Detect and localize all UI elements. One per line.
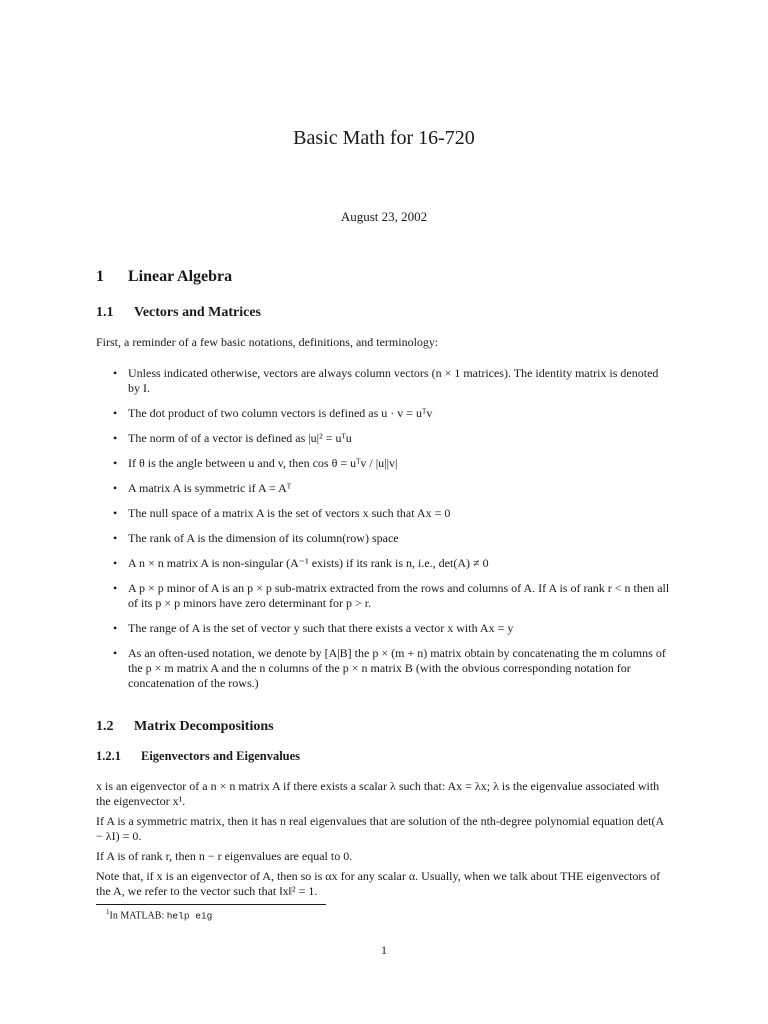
subsection-heading-matrix-decompositions — [96, 719, 274, 735]
footnote-mark: 1 — [106, 908, 110, 916]
section-title: Linear Algebra — [128, 268, 233, 285]
subsubsection-heading-eigen — [96, 749, 300, 764]
footnote-rule — [96, 904, 326, 905]
list-item: • A n × n matrix A is non-singular (A⁻¹ exists) if its rank is n, i.e., det(A) ≠ 0 — [96, 556, 672, 571]
list-item: • As an often-used notation, we denote by [A|B] the p × (m + n) matrix obtain by concatenating the m columns of the p × m matrix A and the n columns of the p × n matrix B (with the obvious corresponding notation for concatenation of the rows.) — [96, 646, 672, 691]
subsection-number: 1.2 — [96, 719, 114, 734]
list-item: • The rank of A is the dimension of its column(row) space — [96, 531, 672, 546]
list-item: • If θ is the angle between u and v, then cos θ = uᵀv / |u||v| — [96, 456, 672, 471]
page-number: 1 — [381, 943, 387, 957]
section-heading-linear-algebra — [96, 268, 232, 286]
list-item: • The dot product of two column vectors is defined as u · v = uᵀv — [96, 406, 672, 421]
document-date: August 23, 2002 — [340, 209, 428, 224]
document-title: Basic Math for 16-720 — [293, 127, 475, 149]
list-item: • The range of A is the set of vector y such that there exists a vector x with Ax = y — [96, 621, 672, 636]
list-item: • The norm of of a vector is defined as |u|² = uᵀu — [96, 431, 672, 446]
list-item: • The null space of a matrix A is the set of vectors x such that Ax = 0 — [96, 506, 672, 521]
footnote-code: help eig — [166, 910, 213, 922]
rank-paragraph: If A is of rank r, then n − r eigenvalues are equal to 0. — [96, 849, 353, 863]
definitions-list — [96, 366, 672, 701]
intro-paragraph: First, a reminder of a few basic notations, definitions, and terminology: — [96, 335, 439, 349]
footnote-prefix: In MATLAB: — [109, 910, 167, 922]
subsubsection-number: 1.2.1 — [96, 749, 121, 763]
list-item: • A p × p minor of A is an p × p sub-matrix extracted from the rows and columns of A. If A is of rank r < n then all of its p × p minors have zero determinant for p > r. — [96, 581, 672, 611]
section-number: 1 — [96, 268, 104, 285]
footnote — [106, 908, 212, 921]
note-paragraph: Note that, if x is an eigenvector of A, then so is αx for any scalar α. Usually, when we talk about THE eigenvectors of the A, we refer to the vector such that ‖x‖² = 1. — [96, 869, 661, 898]
subsection-number: 1.1 — [96, 305, 114, 320]
list-item: • Unless indicated otherwise, vectors are always column vectors (n × 1 matrices). The identity matrix is denoted by I. — [96, 366, 672, 396]
subsection-title: Matrix Decompositions — [134, 719, 274, 734]
subsection-title: Vectors and Matrices — [134, 305, 262, 320]
subsubsection-title: Eigenvectors and Eigenvalues — [141, 749, 301, 763]
subsection-heading-vectors-matrices — [96, 305, 261, 321]
list-item: • A matrix A is symmetric if A = Aᵀ — [96, 481, 672, 496]
eigen-paragraph: x is an eigenvector of a n × n matrix A if there exists a scalar λ such that: Ax = λx; λ is the eigenvalue associated with the eigenvector x¹. — [96, 779, 660, 808]
symmetric-paragraph: If A is a symmetric matrix, then it has n real eigenvalues that are solution of the nth-degree polynomial equation det(A − λI) = 0. — [96, 814, 664, 843]
